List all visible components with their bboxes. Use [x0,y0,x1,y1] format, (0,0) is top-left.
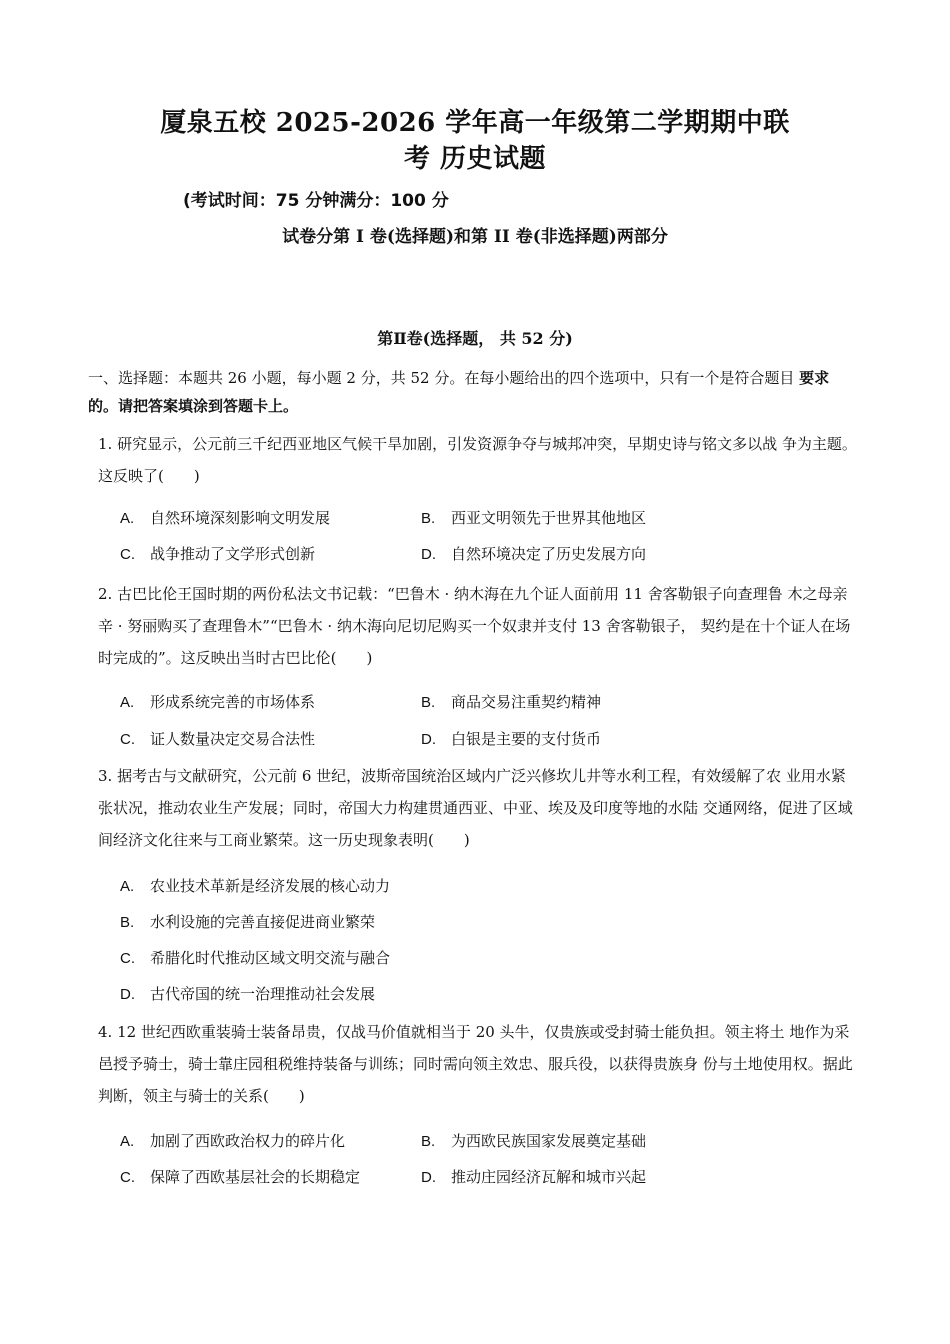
question-2-option-b [421,692,601,713]
question-3-stem: 3. 据考古与文献研究，公元前 6 世纪，波斯帝国统治区域内广泛兴修坎儿井等水利工程，有效缓解了农 业用水紧张状况，推动农业生产发展；同时，帝国大力构建贯通西亚、中亚、埃及及印度等地的水陆 交通网络，促进了区域间经济文化往来与工商业繁荣。这一历史现象表明( ) [98,767,853,849]
option-text: 推动庄园经济瓦解和城市兴起 [451,1168,647,1186]
question-3-option-d [120,984,375,1005]
instruction-emphasis: 要求的。请把答案填涂到答题卡上。 [88,369,830,415]
section-heading: 第Ⅱ卷(选择题， 共 52 分) [377,329,573,348]
option-label: B. [120,914,135,931]
exam-title-line2: 考 历史试题 [403,144,547,174]
option-label: B. [421,1133,436,1150]
question-2-stem: 2. 古巴比伦王国时期的两份私法文书记载：“巴鲁木 · 纳木海在九个证人面前用 11 舍客勒银子向查理鲁 木之母亲辛 · 努丽购买了查理鲁木”“巴鲁木 · 纳木海向尼切尼购买一个奴隶并支付 13 舍客勒银子， 契约是在十个证人在场时完成的”。这反映出当时古巴比伦( ) [98,585,851,667]
question-3-option-a [120,876,390,897]
option-text: 证人数量决定交易合法性 [150,730,316,748]
option-label: C. [120,950,135,967]
exam-title-line1: 厦泉五校 2025-2026 学年高一年级第二学期期中联 [160,108,790,138]
option-label: D. [421,546,436,563]
option-text: 保障了西欧基层社会的长期稳定 [150,1168,361,1186]
option-label: D. [120,986,135,1003]
option-label: C. [120,546,135,563]
section-instruction [88,364,858,420]
exam-structure: 试卷分第 I 卷(选择题)和第 II 卷(非选择题)两部分 [282,227,668,247]
option-text: 形成系统完善的市场体系 [150,693,316,711]
option-label: B. [421,694,436,711]
question-4-option-b [421,1131,646,1152]
question-2-option-c [120,729,315,750]
question-4-option-a [120,1131,345,1152]
question-4-option-c [120,1167,360,1188]
option-text: 战争推动了文学形式创新 [150,545,316,563]
option-text: 水利设施的完善直接促进商业繁荣 [150,913,376,931]
option-text: 自然环境深刻影响文明发展 [150,509,331,527]
question-1-stem: 1. 研究显示，公元前三千纪西亚地区气候干旱加剧，引发资源争夺与城邦冲突，早期史诗与铭文多以战 争为主题。这反映了( ) [98,435,857,485]
option-label: D. [421,1169,436,1186]
question-3-option-c [120,948,390,969]
option-label: C. [120,1169,135,1186]
option-text: 商品交易注重契约精神 [451,693,602,711]
option-text: 希腊化时代推动区域文明交流与融合 [150,949,391,967]
exam-time-score: (考试时间：75 分钟满分：100 分 [183,191,449,211]
option-label: C. [120,731,135,748]
option-text: 为西欧民族国家发展奠定基础 [451,1132,647,1150]
option-label: A. [120,1133,135,1150]
option-text: 西亚文明领先于世界其他地区 [451,509,647,527]
instruction-text: 一、选择题：本题共 26 小题，每小题 2 分，共 52 分。在每小题给出的四个选项中，只有一个是符合题目 [88,369,800,387]
option-text: 古代帝国的统一治理推动社会发展 [150,985,376,1003]
question-1-option-a [120,508,330,529]
question-2-option-d [421,729,601,750]
question-4-stem: 4. 12 世纪西欧重装骑士装备昂贵，仅战马价值就相当于 20 头牛，仅贵族或受封骑士能负担。领主将土 地作为采邑授予骑士，骑士靠庄园租税维持装备与训练；同时需向领主效忠、服兵役，以获得贵族身 份与土地使用权。据此判断，领主与骑士的关系( ) [98,1023,853,1105]
question-1-option-b [421,508,646,529]
question-1-option-c [120,544,315,565]
option-label: B. [421,510,436,527]
question-4-option-d [421,1167,646,1188]
question-2-option-a [120,692,315,713]
option-label: A. [120,878,135,895]
option-text: 加剧了西欧政治权力的碎片化 [150,1132,346,1150]
option-text: 自然环境决定了历史发展方向 [451,545,647,563]
option-label: D. [421,731,436,748]
question-3-option-b [120,912,375,933]
question-1-option-d [421,544,646,565]
option-text: 白银是主要的支付货币 [451,730,602,748]
option-label: A. [120,694,135,711]
option-text: 农业技术革新是经济发展的核心动力 [150,877,391,895]
option-label: A. [120,510,135,527]
